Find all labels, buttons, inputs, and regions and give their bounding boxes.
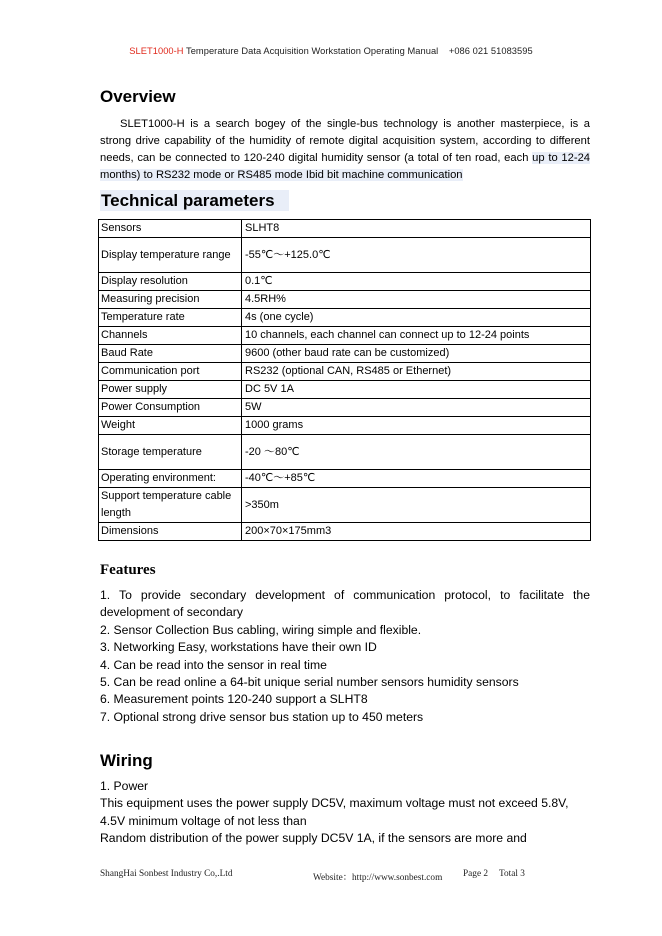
list-item: 1. To provide secondary development of communication protocol, to facilitate the development of secondary <box>100 588 590 620</box>
table-row <box>99 417 591 435</box>
list-item: 6. Measurement points 120-240 support a SLHT8 <box>100 692 368 707</box>
list-item: 2. Sensor Collection Bus cabling, wiring simple and flexible. <box>100 622 422 637</box>
param-name: Power Consumption <box>99 399 242 417</box>
param-name: Storage temperature <box>99 435 242 470</box>
param-name: Channels <box>99 327 242 345</box>
wiring-line: Random distribution of the power supply DC5V 1A, if the sensors are more and <box>100 831 527 846</box>
param-value: 0.1℃ <box>242 273 591 291</box>
footer-website: Website：http://www.sonbest.com <box>313 873 443 883</box>
table-row <box>99 523 591 541</box>
param-value: >350m <box>242 488 591 523</box>
param-name: Measuring precision <box>99 291 242 309</box>
param-name: Dimensions <box>99 523 242 541</box>
param-name: Weight <box>99 417 242 435</box>
table-row <box>99 435 591 470</box>
table-row <box>99 363 591 381</box>
list-item: 4. Can be read into the sensor in real time <box>100 657 327 672</box>
wiring-section <box>100 778 592 848</box>
table-row <box>99 309 591 327</box>
param-value: 200×70×175mm3 <box>242 523 591 541</box>
technical-parameters-heading: Technical parameters <box>100 190 289 211</box>
param-value: SLHT8 <box>242 220 591 238</box>
footer-page-number: Page 2 <box>463 869 489 879</box>
table-row <box>99 399 591 417</box>
param-value: 5W <box>242 399 591 417</box>
list-item: 7. Optional strong drive sensor bus station up to 450 meters <box>100 709 424 724</box>
param-name: Display resolution <box>99 273 242 291</box>
param-name: Communication port <box>99 363 242 381</box>
param-name: Power supply <box>99 381 242 399</box>
param-name: Sensors <box>99 220 242 238</box>
header-title: Temperature Data Acquisition Workstation Operating Manual <box>186 46 439 56</box>
table-row <box>99 291 591 309</box>
footer-total-pages: Total 3 <box>499 869 525 879</box>
features-heading: Features <box>100 562 156 578</box>
param-name: Display temperature range <box>99 238 242 273</box>
table-row <box>99 220 591 238</box>
param-name: Baud Rate <box>99 345 242 363</box>
table-row <box>99 470 591 488</box>
header-phone: +086 021 51083595 <box>448 46 533 56</box>
wiring-line: 1. Power <box>100 779 149 793</box>
param-name: Support temperature cable length <box>99 488 242 523</box>
table-row <box>99 327 591 345</box>
param-name: Operating environment: <box>99 470 242 488</box>
table-row <box>99 381 591 399</box>
param-name: Temperature rate <box>99 309 242 327</box>
param-value: RS232 (optional CAN, RS485 or Ethernet) <box>242 363 591 381</box>
overview-paragraph <box>100 116 590 184</box>
table-row <box>99 273 591 291</box>
overview-text: SLET1000-H is a search bogey of the single-bus technology is another masterpiece, is a strong drive capability of the humidity of remote digital acquisition system, according to different needs, can be connected to 120-240 digital humidity sensor (a total of ten road, each <box>100 118 590 164</box>
param-value: -55℃～+125.0℃ <box>242 238 591 273</box>
technical-parameters-table <box>98 219 591 541</box>
overview-heading: Overview <box>100 87 176 106</box>
param-value: 1000 grams <box>242 417 591 435</box>
list-item: 5. Can be read online a 64-bit unique serial number sensors humidity sensors <box>100 675 519 690</box>
table-row <box>99 238 591 273</box>
page-header <box>0 46 662 56</box>
features-list <box>100 587 590 726</box>
param-value: 4s (one cycle) <box>242 309 591 327</box>
table-row <box>99 345 591 363</box>
overview-text-highlight: up to 12-24 months) to RS232 mode or RS485 mode Ibid bit machine communication <box>100 152 591 181</box>
param-value: DC 5V 1A <box>242 381 591 399</box>
param-value: 9600 (other baud rate can be customized) <box>242 345 591 363</box>
param-value: 10 channels, each channel can connect up to 12-24 points <box>242 327 591 345</box>
footer-company: ShangHai Sonbest Industry Co,.Ltd <box>100 869 233 879</box>
list-item: 3. Networking Easy, workstations have their own ID <box>100 640 377 655</box>
param-value: 4.5RH% <box>242 291 591 309</box>
table-row <box>99 488 591 523</box>
param-value: -20 ～80℃ <box>242 435 591 470</box>
wiring-line: This equipment uses the power supply DC5V, maximum voltage must not exceed 5.8V, 4.5V minimum voltage of not less than <box>100 796 569 828</box>
header-model: SLET1000-H <box>129 46 184 56</box>
param-value: -40℃～+85℃ <box>242 470 591 488</box>
wiring-heading: Wiring <box>100 751 153 770</box>
